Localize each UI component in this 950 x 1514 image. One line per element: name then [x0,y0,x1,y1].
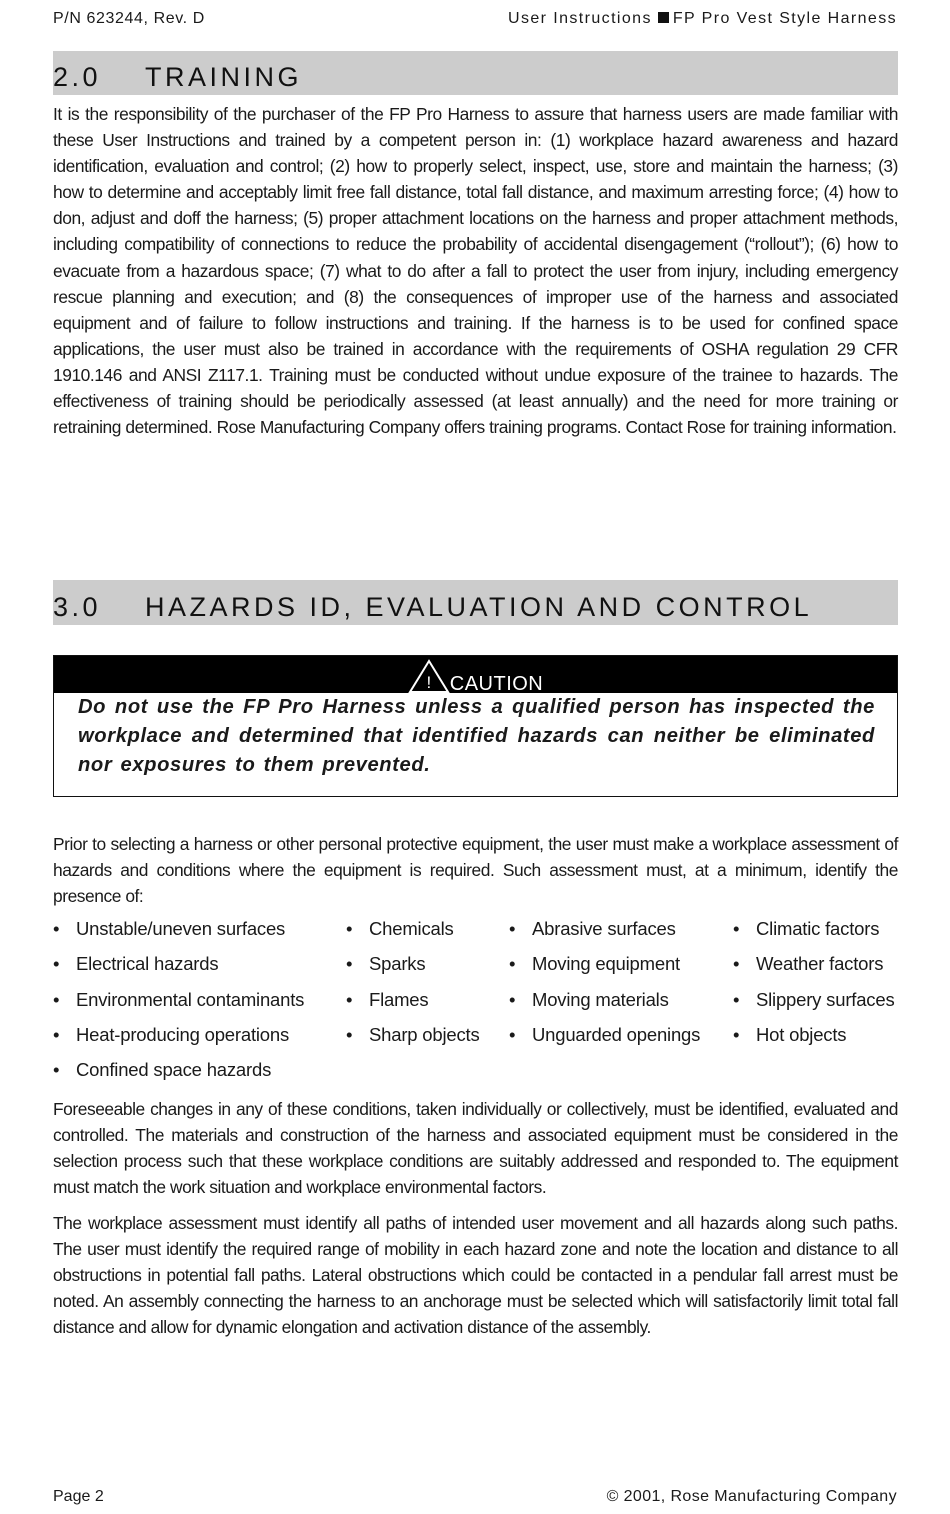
bullet-icon: • [733,953,740,975]
document-title-left: User Instructions [508,10,652,27]
section-number: 2.0 [53,62,102,92]
square-bullet-icon [658,12,669,23]
hazard-list-item [733,918,879,940]
hazard-list-item [509,989,669,1011]
hazard-list-item [509,1024,700,1046]
hazard-list-item [53,953,218,975]
hazard-list-item [733,989,895,1011]
document-title-right: FP Pro Vest Style Harness [672,10,897,27]
hazard-label: Unguarded openings [532,1023,701,1045]
bullet-icon: • [53,953,60,975]
foreseeable-changes-paragraph: Foreseeable changes in any of these conditions, taken individually or collectively, must be identified, evaluated and controlled. The materials and construction of the harness and associated equipment must be considered in the selection process such that these workplace conditions are suitably addressed and responded to. The equipment must match the work situation and workplace environmental factors. [53,1099,898,1198]
bullet-icon: • [509,1023,516,1045]
copyright: © 2001, Rose Manufacturing Company [606,1488,897,1505]
bullet-icon: • [733,988,740,1010]
caution-label: CAUTION [449,673,544,695]
hazard-label: Environmental contaminants [76,988,305,1010]
hazard-list-item [53,1024,289,1046]
bullet-icon: • [346,953,353,975]
bullet-icon: • [346,988,353,1010]
bullet-icon: • [509,953,516,975]
caution-text: Do not use the FP Pro Harness unless a qualified person has inspected the workplace and determined that identified hazards can neither be eliminated nor exposures to them prevented. [78,696,875,776]
hazard-label: Chemicals [369,918,454,939]
bullet-icon: • [53,918,60,939]
section-heading-hazards [53,580,898,625]
hazard-list-item [509,953,680,975]
bullet-icon: • [53,1059,60,1081]
hazard-list-item [733,953,883,975]
hazard-label: Electrical hazards [76,953,219,975]
caution-box [53,655,898,797]
caution-header [54,656,897,693]
hazard-label: Unstable/uneven surfaces [76,918,286,939]
warning-triangle-icon [408,659,450,693]
hazard-label: Abrasive surfaces [532,918,676,939]
hazard-label: Climatic factors [756,918,880,939]
hazard-list-item [346,989,428,1011]
bullet-icon: • [346,1023,353,1045]
assessment-intro-paragraph: Prior to selecting a harness or other personal protective equipment, the user must make a workplace assessment of hazards and conditions where the equipment is required. Such assessment must, at a minimum, identify the presence of: [53,834,898,907]
hazard-list-item [346,918,454,940]
bullet-icon: • [733,918,740,939]
hazard-list-item [733,1024,846,1046]
hazard-label: Weather factors [756,953,884,975]
bullet-icon: • [509,918,516,939]
bullet-icon: • [733,1023,740,1045]
document-title [508,10,897,28]
bullet-icon: • [53,988,60,1010]
hazard-list-item [346,1024,480,1046]
hazard-label: Confined space hazards [76,1059,272,1081]
bullet-icon: • [346,918,353,939]
section-heading-training [53,51,898,95]
hazard-list-item [53,1059,271,1081]
hazard-list-item [346,953,425,975]
hazard-label: Hot objects [756,1023,847,1045]
hazard-label: Sharp objects [369,1023,480,1045]
hazard-label: Sparks [369,953,426,975]
hazard-list [53,918,898,1098]
hazard-list-item [53,989,304,1011]
bullet-icon: • [509,988,516,1010]
svg-text:!: ! [426,673,432,692]
section-number: 3.0 [53,592,102,622]
movement-paths-paragraph: The workplace assessment must identify all paths of intended user movement and all hazards along such paths. The user must identify the required range of mobility in each hazard zone and note the location and distance to all obstructions in potential fall paths. Lateral obstructions which could be contacted in a pendular fall arrest must be noted. An assembly connecting the harness to an anchorage must be selected which will satisfactorily limit total fall distance and allow for dynamic elongation and activation distance of the assembly. [53,1213,898,1338]
page-number: Page 2 [53,1488,104,1505]
bullet-icon: • [53,1023,60,1045]
hazard-list-item [509,918,676,940]
page-header [53,10,897,30]
page-footer [53,1488,897,1510]
hazard-label: Moving materials [532,988,669,1010]
section-title: TRAINING [145,62,303,92]
section-title: HAZARDS ID, EVALUATION AND CONTROL [145,592,813,622]
hazard-list-item [53,918,285,940]
training-paragraph: It is the responsibility of the purchaser of the FP Pro Harness to assure that harness users are made familiar with these User Instructions and trained by a competent person in: (1) workplace hazard awareness and hazard identification, evaluation and control; (2) how to properly select, inspect, use, store and maintain the harness; (3) how to determine and acceptably limit free fall distance, total fall distance, and maximum arresting force; (4) how to don, adjust and doff the harness; (5) proper attachment locations on the harness and proper attachment methods, including compatibility of connections to reduce the probability of accidental disengagement (“rollout”); (6) how to evacuate from a hazardous space; (7) what to do after a fall to protect the user from injury, including emergency rescue planning and execution; and (8) the consequences of improper use of the harness and associated equipment and of failure to follow instructions and training. If the harness is to be used for confined space applications, the user must also be trained in accordance with the requirements of OSHA regulation 29 CFR 1910.146 and ANSI Z117.1. Training must be conducted without undue exposure of the trainee to hazards. The effectiveness of training should be periodically assessed (at least annually) and the need for more training or retraining determined. Rose Manufacturing Company offers training programs. Contact Rose for training information. [53,104,898,438]
hazard-label: Heat-producing operations [76,1023,290,1045]
part-number: P/N 623244, Rev. D [53,10,205,27]
hazard-label: Slippery surfaces [756,988,895,1010]
hazard-label: Flames [369,988,429,1010]
hazard-label: Moving equipment [532,953,680,975]
